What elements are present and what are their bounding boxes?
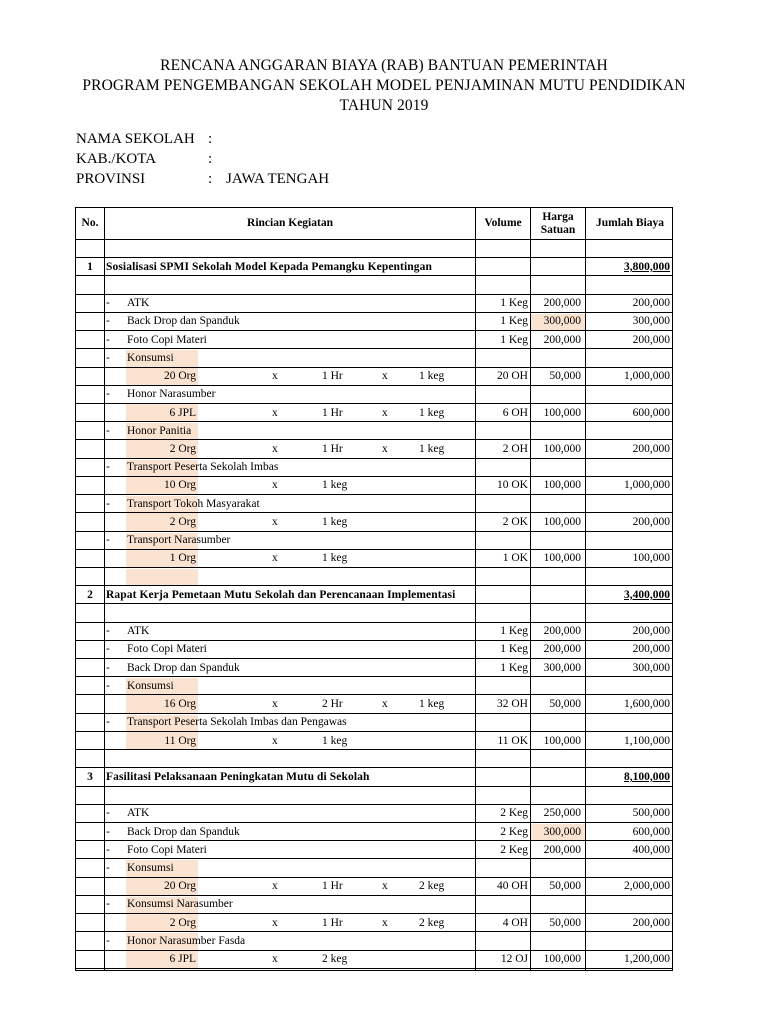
table-row-section [76,586,672,604]
calc-multiply: x [382,880,388,893]
item-label: Back Drop dan Spanduk [127,661,240,674]
table-row-calculation [76,878,672,896]
item-label: Honor Panitia [127,424,192,437]
table-row-calculation [76,695,672,713]
item-total: 200,000 [632,625,670,638]
calc-quantity: 2 Org [126,440,198,457]
table-row-item [76,841,672,859]
table-row-item [76,805,672,823]
item-volume: 2 Keg [500,825,528,838]
info-city [76,151,696,170]
item-total: 200,000 [632,333,670,346]
item-label: Konsumsi [127,351,174,364]
table-row-item [76,386,672,404]
info-label: KAB./KOTA [76,151,157,167]
item-volume: 1 Keg [500,643,528,656]
table-row-blank [76,604,672,622]
calc-volume: 20 OH [497,370,528,383]
item-bullet: - [106,424,110,437]
table-row-section [76,258,672,276]
item-bullet: - [106,661,110,674]
calc-unit-price: 50,000 [549,916,581,929]
table-row-calculation [76,440,672,458]
item-label: ATK [127,625,150,638]
table-body [76,207,672,970]
item-unit-price: 250,000 [543,807,581,820]
table-row-item [76,532,672,550]
calc-unit-price: 100,000 [543,953,581,966]
item-bullet: - [106,333,110,346]
table-row-blank [76,240,672,258]
calc-multiply: x [272,734,278,747]
item-label: Transport Peserta Sekolah Imbas dan Pengawas [127,716,347,729]
table-row-blank [76,750,672,768]
item-label: Honor Narasumber [127,388,216,401]
section-number: 3 [87,770,93,783]
info-label: NAMA SEKOLAH [76,131,195,147]
calc-factor: 2 keg [419,916,445,929]
header-no: No. [81,217,99,229]
calc-total: 2,000,000 [624,880,670,893]
calc-factor: 1 keg [419,406,445,419]
table-row-blank [76,276,672,294]
table-row-calculation [76,732,672,750]
item-volume: 1 Keg [500,333,528,346]
table-row-item [76,677,672,695]
calc-total: 200,000 [632,916,670,929]
item-bullet: - [106,716,110,729]
item-bullet: - [106,351,110,364]
item-total: 300,000 [632,661,670,674]
table-row-section [76,768,672,786]
calc-quantity: 2 Org [126,914,198,931]
item-unit-price: 200,000 [543,843,581,856]
table-row-item [76,459,672,477]
info-school [76,131,696,150]
item-label: Transport Narasumber [127,534,231,547]
table-row-item [76,896,672,914]
calc-volume: 40 OH [497,880,528,893]
header-unit-price-line2: Satuan [540,223,576,236]
item-label: ATK [127,297,150,310]
table-row-item [76,641,672,659]
calc-quantity: 10 Org [126,477,198,494]
item-bullet: - [106,625,110,638]
table-row-calculation [76,404,672,422]
calc-factor: 2 keg [322,953,348,966]
item-total: 500,000 [632,807,670,820]
table-row-blank [76,787,672,805]
item-unit-price: 300,000 [543,315,581,328]
calc-factor: 1 keg [322,515,348,528]
info-colon: : [208,171,213,187]
calc-volume: 1 OK [502,552,528,565]
item-volume: 1 Keg [500,625,528,638]
highlight-cell [126,569,198,585]
item-unit-price: 200,000 [543,297,581,310]
calc-quantity: 2 Org [126,513,198,530]
title-line-2: PROGRAM PENGEMBANGAN SEKOLAH MODEL PENJAMINAN MUTU PENDIDIKAN [82,77,686,94]
calc-factor: 1 keg [322,552,348,565]
table-row-calculation [76,513,672,531]
item-label: Foto Copi Materi [127,843,207,856]
header-total-cost: Jumlah Biaya [595,217,665,229]
calc-multiply: x [272,916,278,929]
item-bullet: - [106,825,110,838]
table-row-calculation [76,914,672,932]
section-number: 1 [87,260,93,273]
item-bullet: - [106,315,110,328]
item-label: ATK [127,807,150,820]
calc-unit-price: 100,000 [543,515,581,528]
calc-volume: 12 OJ [500,953,528,966]
calc-multiply: x [382,698,388,711]
calc-total: 600,000 [632,406,670,419]
calc-unit-price: 100,000 [543,734,581,747]
table-row-calculation [76,477,672,495]
calc-total: 1,600,000 [624,698,670,711]
calc-multiply: x [382,370,388,383]
calc-quantity: 11 Org [126,732,198,749]
calc-total: 1,100,000 [624,734,670,747]
item-label: Back Drop dan Spanduk [127,825,240,838]
calc-quantity: 1 Org [126,550,198,567]
calc-factor: 1 Hr [322,406,343,419]
calc-quantity: 6 JPL [126,951,198,968]
item-volume: 1 Keg [500,661,528,674]
table-row-item [76,331,672,349]
item-label: Foto Copi Materi [127,643,207,656]
calc-multiply: x [272,552,278,565]
calc-factor: 1 keg [419,370,445,383]
calc-volume: 32 OH [497,698,528,711]
table-row-item [76,659,672,677]
calc-factor: 1 Hr [322,443,343,456]
table-row-item [76,623,672,641]
calc-quantity: 16 Org [126,695,198,712]
calc-total: 1,000,000 [624,479,670,492]
item-volume: 2 Keg [500,807,528,820]
item-bullet: - [106,388,110,401]
calc-factor: 2 keg [419,880,445,893]
calc-multiply: x [382,443,388,456]
calc-multiply: x [272,443,278,456]
calc-quantity: 6 JPL [126,404,198,421]
table-row-item [76,313,672,331]
table-row-calculation [76,550,672,568]
calc-total: 200,000 [632,443,670,456]
calc-factor: 1 keg [322,734,348,747]
item-total: 200,000 [632,643,670,656]
calc-volume: 2 OK [502,515,528,528]
item-bullet: - [106,807,110,820]
calc-volume: 2 OH [502,443,528,456]
calc-factor: 1 Hr [322,916,343,929]
calc-total: 1,200,000 [624,953,670,966]
item-label: Transport Tokoh Masyarakat [127,497,260,510]
calc-unit-price: 100,000 [543,406,581,419]
item-volume: 1 Keg [500,315,528,328]
calc-factor: 1 Hr [322,880,343,893]
calc-unit-price: 100,000 [543,552,581,565]
item-total: 300,000 [632,315,670,328]
item-volume: 2 Keg [500,843,528,856]
item-bullet: - [106,862,110,875]
calc-unit-price: 50,000 [549,698,581,711]
calc-multiply: x [382,916,388,929]
table-row-item [76,422,672,440]
info-province [76,171,696,190]
header-unit-price-line1: Harga [542,210,574,223]
calc-volume: 10 OK [497,479,528,492]
calc-factor: 1 Hr [322,370,343,383]
calc-unit-price: 50,000 [549,370,581,383]
title-line-1: RENCANA ANGGARAN BIAYA (RAB) BANTUAN PEMERINTAH [160,57,608,74]
calc-multiply: x [382,406,388,419]
info-colon: : [208,151,213,167]
table-row-item [76,859,672,877]
calc-quantity: 20 Org [126,878,198,895]
item-unit-price: 200,000 [543,625,581,638]
item-label: Foto Copi Materi [127,333,207,346]
calc-multiply: x [272,515,278,528]
header-volume: Volume [484,217,522,229]
item-bullet: - [106,934,110,947]
item-bullet: - [106,297,110,310]
table-row-item [76,932,672,950]
item-label: Konsumsi [127,679,174,692]
section-total: 3,400,000 [624,588,670,601]
section-total: 3,800,000 [624,260,670,273]
calc-volume: 4 OH [502,916,528,929]
calc-unit-price: 50,000 [549,880,581,893]
calc-total: 1,000,000 [624,370,670,383]
title-line-3: TAHUN 2019 [339,97,429,114]
calc-factor: 1 keg [419,443,445,456]
item-label: Konsumsi [127,862,174,875]
info-label: PROVINSI [76,171,146,187]
calc-unit-price: 100,000 [543,479,581,492]
table-row-item [76,714,672,732]
calc-factor: 1 keg [419,698,445,711]
item-label: Konsumsi Narasumber [127,898,233,911]
table-row-item [76,349,672,367]
header-description: Rincian Kegiatan [247,217,333,229]
section-total: 8,100,000 [624,770,670,783]
table-row-item [76,495,672,513]
calc-multiply: x [272,370,278,383]
table-row-item [76,295,672,313]
item-total: 600,000 [632,825,670,838]
section-title: Fasilitasi Pelaksanaan Peningkatan Mutu di Sekolah [106,770,370,783]
calc-total: 100,000 [632,552,670,565]
table-row-calculation [76,951,672,969]
document-title [0,52,768,118]
info-value: JAWA TENGAH [226,171,330,187]
calc-factor: 1 keg [322,479,348,492]
item-label: Back Drop dan Spanduk [127,315,240,328]
calc-unit-price: 100,000 [543,443,581,456]
info-colon: : [208,131,213,147]
section-number: 2 [87,588,93,601]
item-bullet: - [106,679,110,692]
item-unit-price: 300,000 [543,825,581,838]
table-row-blank [76,568,672,586]
calc-multiply: x [272,880,278,893]
calc-volume: 11 OK [497,734,528,747]
table-row-calculation [76,368,672,386]
budget-table [75,207,673,971]
item-label: Transport Peserta Sekolah Imbas [127,461,279,474]
item-total: 400,000 [632,843,670,856]
item-label: Honor Narasumber Fasda [127,934,246,947]
item-unit-price: 200,000 [543,643,581,656]
item-bullet: - [106,497,110,510]
calc-factor: 2 Hr [322,698,343,711]
calc-quantity: 20 Org [126,368,198,385]
section-title: Sosialisasi SPMI Sekolah Model Kepada Pemangku Kepentingan [106,260,432,273]
table-header-row [76,207,672,240]
header-unit-price [531,208,585,239]
item-volume: 1 Keg [500,297,528,310]
item-unit-price: 200,000 [543,333,581,346]
item-bullet: - [106,898,110,911]
item-unit-price: 300,000 [543,661,581,674]
calc-total: 200,000 [632,515,670,528]
table-row-item [76,823,672,841]
calc-multiply: x [272,953,278,966]
calc-multiply: x [272,479,278,492]
calc-multiply: x [272,698,278,711]
calc-multiply: x [272,406,278,419]
item-bullet: - [106,534,110,547]
item-total: 200,000 [632,297,670,310]
calc-volume: 6 OH [502,406,528,419]
item-bullet: - [106,843,110,856]
item-bullet: - [106,643,110,656]
section-title: Rapat Kerja Pemetaan Mutu Sekolah dan Perencanaan Implementasi [106,588,456,601]
item-bullet: - [106,461,110,474]
